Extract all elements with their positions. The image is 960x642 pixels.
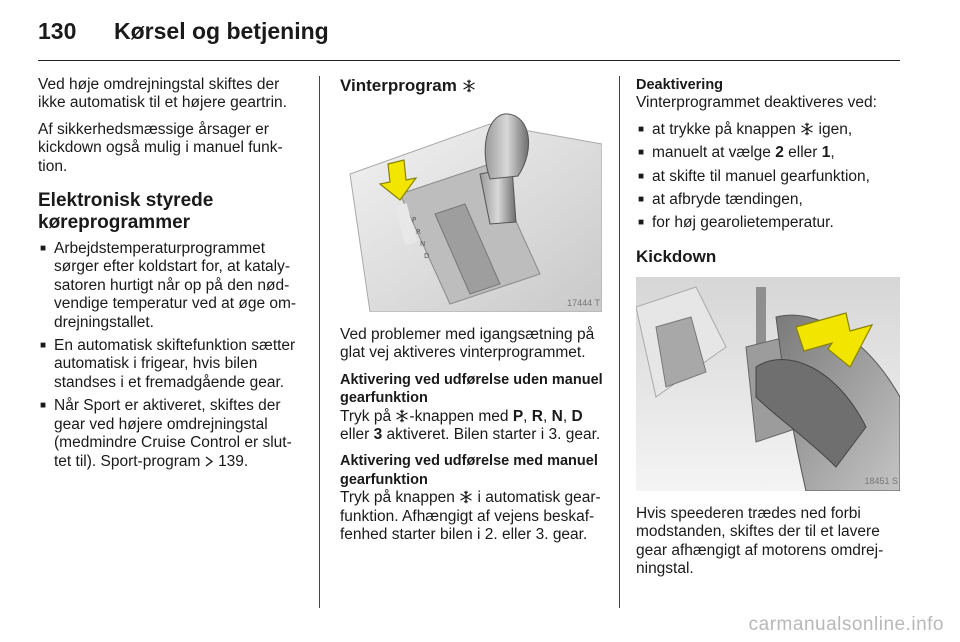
column-3 [636, 76, 902, 586]
text-fragment: manuelt at vælge [652, 144, 771, 162]
list-item [636, 121, 902, 139]
svg-text:D: D [424, 252, 430, 260]
list-item-text: Når Sport er aktiveret, skiftes der gear ved højere omdrejningstal (medmindre Cruise Control er slut-tet til). Sport-program [54, 397, 292, 470]
snowflake-icon [462, 79, 476, 93]
paragraph [340, 408, 604, 445]
gear-number: 2 [775, 144, 784, 162]
text-fragment: , [830, 144, 835, 162]
gear-selector-illustration [340, 104, 602, 312]
bullet-list [38, 240, 304, 471]
paragraph [340, 489, 604, 544]
chapter-title: Kørsel og betjening [114, 18, 329, 44]
heading-text: Vinterprogram [340, 76, 457, 95]
section-heading: Elektronisk styrede køreprogrammer [38, 190, 214, 234]
column-divider [619, 76, 620, 608]
page-reference-icon [205, 456, 214, 467]
svg-text:N: N [420, 240, 426, 248]
kickdown-pedal-illustration [636, 277, 900, 491]
snowflake-icon [459, 490, 473, 504]
list-item: ■ En automatisk skiftefunktion sætter automatisk i frigear, hvis bilen standses i et fremadgående gear. [38, 337, 304, 392]
list-item: ■ at afbryde tændingen, [636, 191, 902, 209]
text-fragment: i automatisk gear-funktion. Afhængigt af vejens beskaf-fenhed starter bilen i 2. eller 3. gear. [340, 489, 601, 544]
paragraph: Vinterprogrammet deaktiveres ved: [636, 94, 877, 112]
svg-text:P: P [412, 216, 417, 224]
page-number: 130 [38, 18, 77, 44]
list-item: ■ Arbejdstemperaturprogrammet sørger efter koldstart for, at kataly-satoren hurtigt når op på den nød-vendige temperatur ved at øge om-drejningstallet. [38, 240, 304, 332]
gear-letter: R [531, 407, 543, 425]
gear-letter: D [571, 407, 583, 425]
list-item [636, 144, 902, 162]
list-item: ■ for høj gearolietemperatur. [636, 214, 902, 232]
paragraph: Ved problemer med igangsætning på glat vej aktiveres vinterprogrammet. [340, 326, 595, 362]
text-fragment: eller [788, 144, 818, 162]
paragraph: Af sikkerhedsmæssige årsager er kickdown også mulig i manuel funk-tion. [38, 120, 283, 175]
text-fragment: , [543, 407, 548, 425]
column-2 [340, 76, 604, 552]
snowflake-icon [800, 122, 814, 136]
snowflake-icon [395, 409, 409, 423]
list-item: ■ at skifte til manuel gearfunktion, [636, 168, 902, 186]
subheading: Aktivering ved udførelse uden manuel gearfunktion [340, 371, 603, 407]
text-fragment: at trykke på knappen [652, 120, 796, 138]
gear-letter: P [512, 407, 524, 425]
watermark: carmanualsonline.info [748, 614, 944, 635]
text-fragment: -knappen med [409, 407, 509, 425]
text-fragment: Tryk på knappen [340, 489, 455, 507]
text-fragment: Tryk på [340, 407, 392, 425]
gear-number: 1 [821, 144, 831, 162]
svg-text:R: R [416, 228, 421, 236]
text-fragment: aktiveret. Bilen starter i 3. gear. [386, 426, 601, 444]
gear-number: 3 [373, 426, 383, 444]
gear-letter: N [551, 407, 563, 425]
page-reference-link[interactable]: 139. [218, 452, 249, 470]
bullet-list [636, 121, 902, 233]
text-fragment: , [562, 407, 568, 425]
paragraph: Hvis speederen trædes ned forbi modstanden, skiftes der til et lavere gear afhængigt af motorens omdrej-ningstal. [636, 504, 884, 578]
list-item [38, 397, 304, 471]
subheading: Deaktivering [636, 77, 724, 93]
subheading: Aktivering ved udførelse med manuel gearfunktion [340, 453, 598, 488]
paragraph: Ved høje omdrejningstal skiftes der ikke automatisk til et højere geartrin. [38, 76, 287, 112]
section-heading: Kickdown [636, 246, 717, 266]
section-heading [340, 76, 604, 96]
text-fragment: , [523, 407, 528, 425]
text-fragment: eller [340, 426, 370, 444]
column-1 [38, 76, 304, 476]
column-divider [319, 76, 320, 608]
text-fragment: igen, [818, 120, 853, 138]
figure-code: 17444 T [567, 297, 600, 308]
figure-code: 18451 S [864, 476, 898, 487]
header-rule [38, 60, 900, 61]
